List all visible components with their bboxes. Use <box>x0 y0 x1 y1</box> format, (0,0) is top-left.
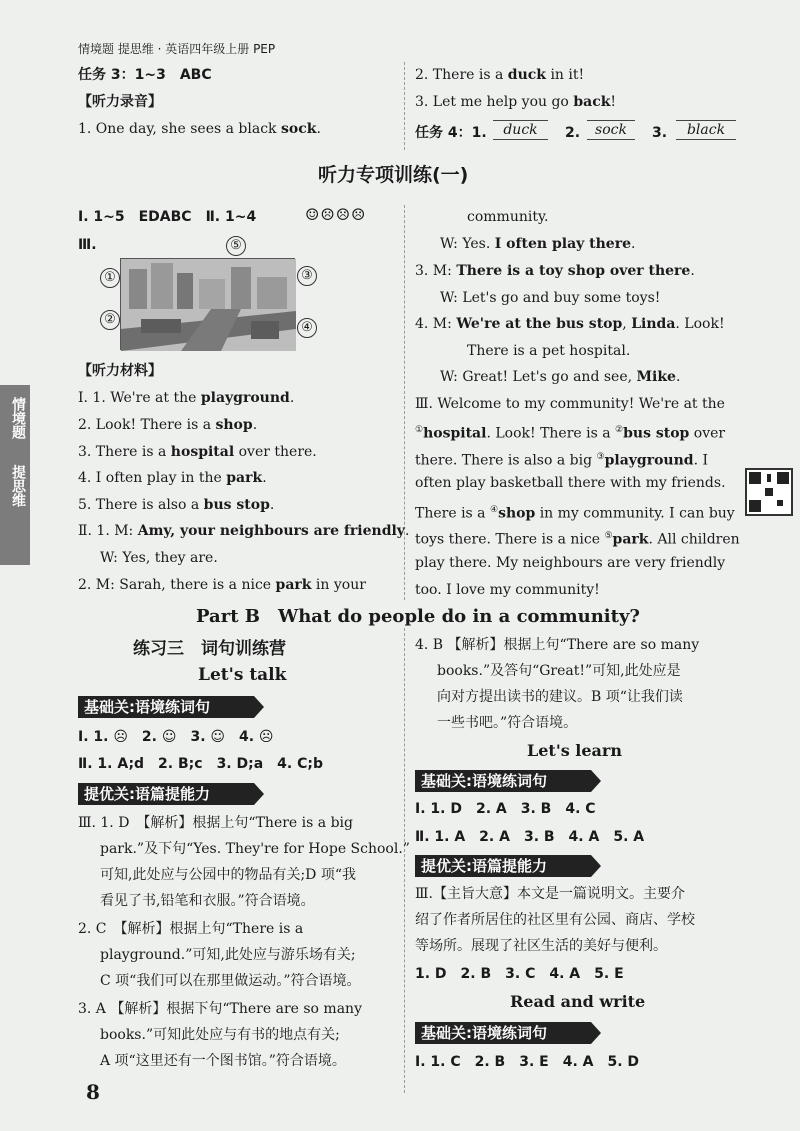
handwriting-duck: duck <box>493 120 548 140</box>
passage-p8: too. I love my community! <box>415 582 600 598</box>
column-divider-mid <box>404 205 405 600</box>
side-tab-text-2: 提思维 <box>10 465 26 507</box>
read-write-heading: Read and write <box>510 992 646 1011</box>
explain-4b: books.”及答句“Great!”可知,此处应是 <box>437 663 681 679</box>
marker-5: ⑤ <box>226 236 246 256</box>
column-divider-top <box>404 62 405 150</box>
explain-2a: 2. C 【解析】根据上句“There is a <box>78 921 304 937</box>
explain-4d: 一些书吧。”符合语境。 <box>437 715 578 731</box>
explain-1b: park.”及下句“Yes. They're for Hope School.” <box>100 841 410 857</box>
material-ii1: Ⅱ. 1. M: Amy, your neighbours are friendly. <box>78 523 410 539</box>
explain-3c: A 项“这里还有一个图书馆。”符合语境。 <box>100 1053 346 1069</box>
material-i2: 2. Look! There is a shop. <box>78 417 258 433</box>
band-basic-2: 基础关:语境练词句 <box>415 770 591 792</box>
passage-p5: There is a ④shop in my community. I can buy <box>415 505 735 522</box>
listening-script-label: 【听力录音】 <box>78 94 162 110</box>
material-i4: 4. I often play in the park. <box>78 470 267 486</box>
task3-answer: 任务 3：1~3 ABC <box>78 67 212 83</box>
script-line-2: 2. There is a duck in it! <box>415 67 585 83</box>
material-r2: W: Yes. I often play there. <box>440 236 636 252</box>
lets-learn-heading: Let's learn <box>527 741 622 760</box>
community-map-icon <box>121 259 296 351</box>
listening-material-label: 【听力材料】 <box>78 363 162 379</box>
exercise-title: 练习三 词句训练营 <box>133 639 286 659</box>
main-idea-2: 绍了作者所居住的社区里有公园、商店、学校 <box>415 912 695 928</box>
ll-answers-2: Ⅱ. 1. A 2. A 3. B 4. A 5. A <box>415 829 645 845</box>
page-number: 8 <box>86 1080 100 1104</box>
answer-iii-label: Ⅲ. <box>78 237 97 253</box>
lt-answers-2: Ⅱ. 1. A;d 2. B;c 3. D;a 4. C;b <box>78 756 323 772</box>
band-basic-3: 基础关:语境练词句 <box>415 1022 591 1044</box>
column-divider-bottom <box>404 628 405 1093</box>
band-basic-1: 基础关:语境练词句 <box>78 696 254 718</box>
task4-num3: 3. <box>652 125 668 141</box>
explain-4a: 4. B 【解析】根据上句“There are so many <box>415 637 700 653</box>
explain-1c: 可知,此处应与公园中的物品有关;D 项“我 <box>100 867 356 883</box>
community-picture <box>120 258 295 350</box>
marker-4: ④ <box>297 318 317 338</box>
material-ii1-w: W: Yes, they are. <box>100 550 218 566</box>
answers-i-ii: Ⅰ. 1~5 EDABC Ⅱ. 1~4 <box>78 209 257 225</box>
passage-p1: Ⅲ. Welcome to my community! We're at the <box>415 396 725 412</box>
main-idea-3: 等场所。展现了社区生活的美好与便利。 <box>415 938 667 954</box>
explain-3b: books.”可知此处应与有书的地点有关; <box>100 1027 340 1043</box>
explain-1d: 看见了书,铅笔和衣服。”符合语境。 <box>100 893 315 909</box>
material-i1: Ⅰ. 1. We're at the playground. <box>78 390 295 406</box>
side-tab-text-1: 情境题 <box>10 397 26 439</box>
passage-p4: often play basketball there with my friends. <box>415 475 726 491</box>
material-i5: 5. There is also a bus stop. <box>78 497 275 513</box>
explain-1a: Ⅲ. 1. D 【解析】根据上句“There is a big <box>78 815 353 831</box>
main-idea-answers: 1. D 2. B 3. C 4. A 5. E <box>415 966 624 982</box>
band-advanced-2: 提优关:语篇提能力 <box>415 855 591 877</box>
qr-code-icon <box>747 470 791 514</box>
handwriting-black: black <box>676 120 736 140</box>
task4-num2: 2. <box>565 125 581 141</box>
explain-2b: playground.”可知,此处应与游乐场有关; <box>100 947 356 963</box>
explain-3a: 3. A 【解析】根据下句“There are so many <box>78 1001 362 1017</box>
marker-3: ③ <box>297 266 317 286</box>
lets-talk-heading: Let's talk <box>198 665 287 685</box>
part-b-title: Part B What do people do in a community? <box>196 606 640 627</box>
task4-label: 任务 4：1. <box>415 125 487 141</box>
ll-answers-1: Ⅰ. 1. D 2. A 3. B 4. C <box>415 801 596 817</box>
passage-p7: play there. My neighbours are very friendly <box>415 555 726 571</box>
handwriting-sock: sock <box>587 120 635 140</box>
lt-answers-1: Ⅰ. 1. ☹ 2. ☺ 3. ☺ 4. ☹ <box>78 729 274 745</box>
qr-code <box>745 468 793 516</box>
passage-p6: toys there. There is a nice ⑤park. All children <box>415 531 740 548</box>
side-tab <box>0 385 30 565</box>
explain-2c: C 项“我们可以在那里做运动。”符合语境。 <box>100 973 361 989</box>
passage-p2: ①hospital. Look! There is a ②bus stop over <box>415 425 726 442</box>
material-i3: 3. There is a hospital over there. <box>78 444 317 460</box>
material-r3: 3. M: There is a toy shop over there. <box>415 263 695 279</box>
passage-p3: there. There is also a big ③playground. I <box>415 452 709 469</box>
material-r7: W: Great! Let's go and see, Mike. <box>440 369 681 385</box>
material-r4: W: Let's go and buy some toys! <box>440 290 661 306</box>
main-idea-1: Ⅲ.【主旨大意】本文是一篇说明文。主要介 <box>415 886 685 902</box>
section-title-listening: 听力专项训练(一) <box>318 164 469 186</box>
script-line-3: 3. Let me help you go back! <box>415 94 617 110</box>
face-icons: ☺☹☹☹ <box>305 205 367 224</box>
rw-answers: Ⅰ. 1. C 2. B 3. E 4. A 5. D <box>415 1054 640 1070</box>
explain-4c: 向对方提出读书的建议。B 项“让我们读 <box>437 689 683 705</box>
material-ii2: 2. M: Sarah, there is a nice park in your <box>78 577 366 593</box>
running-title: 情境题 提思维 · 英语四年级上册 PEP <box>78 42 276 56</box>
marker-2: ② <box>100 310 120 330</box>
material-r1: community. <box>467 209 549 225</box>
material-r5: 4. M: We're at the bus stop, Linda. Look! <box>415 316 725 332</box>
band-advanced-1: 提优关:语篇提能力 <box>78 783 254 805</box>
material-r6: There is a pet hospital. <box>467 343 631 359</box>
marker-1: ① <box>100 268 120 288</box>
script-line-1: 1. One day, she sees a black sock. <box>78 121 321 137</box>
